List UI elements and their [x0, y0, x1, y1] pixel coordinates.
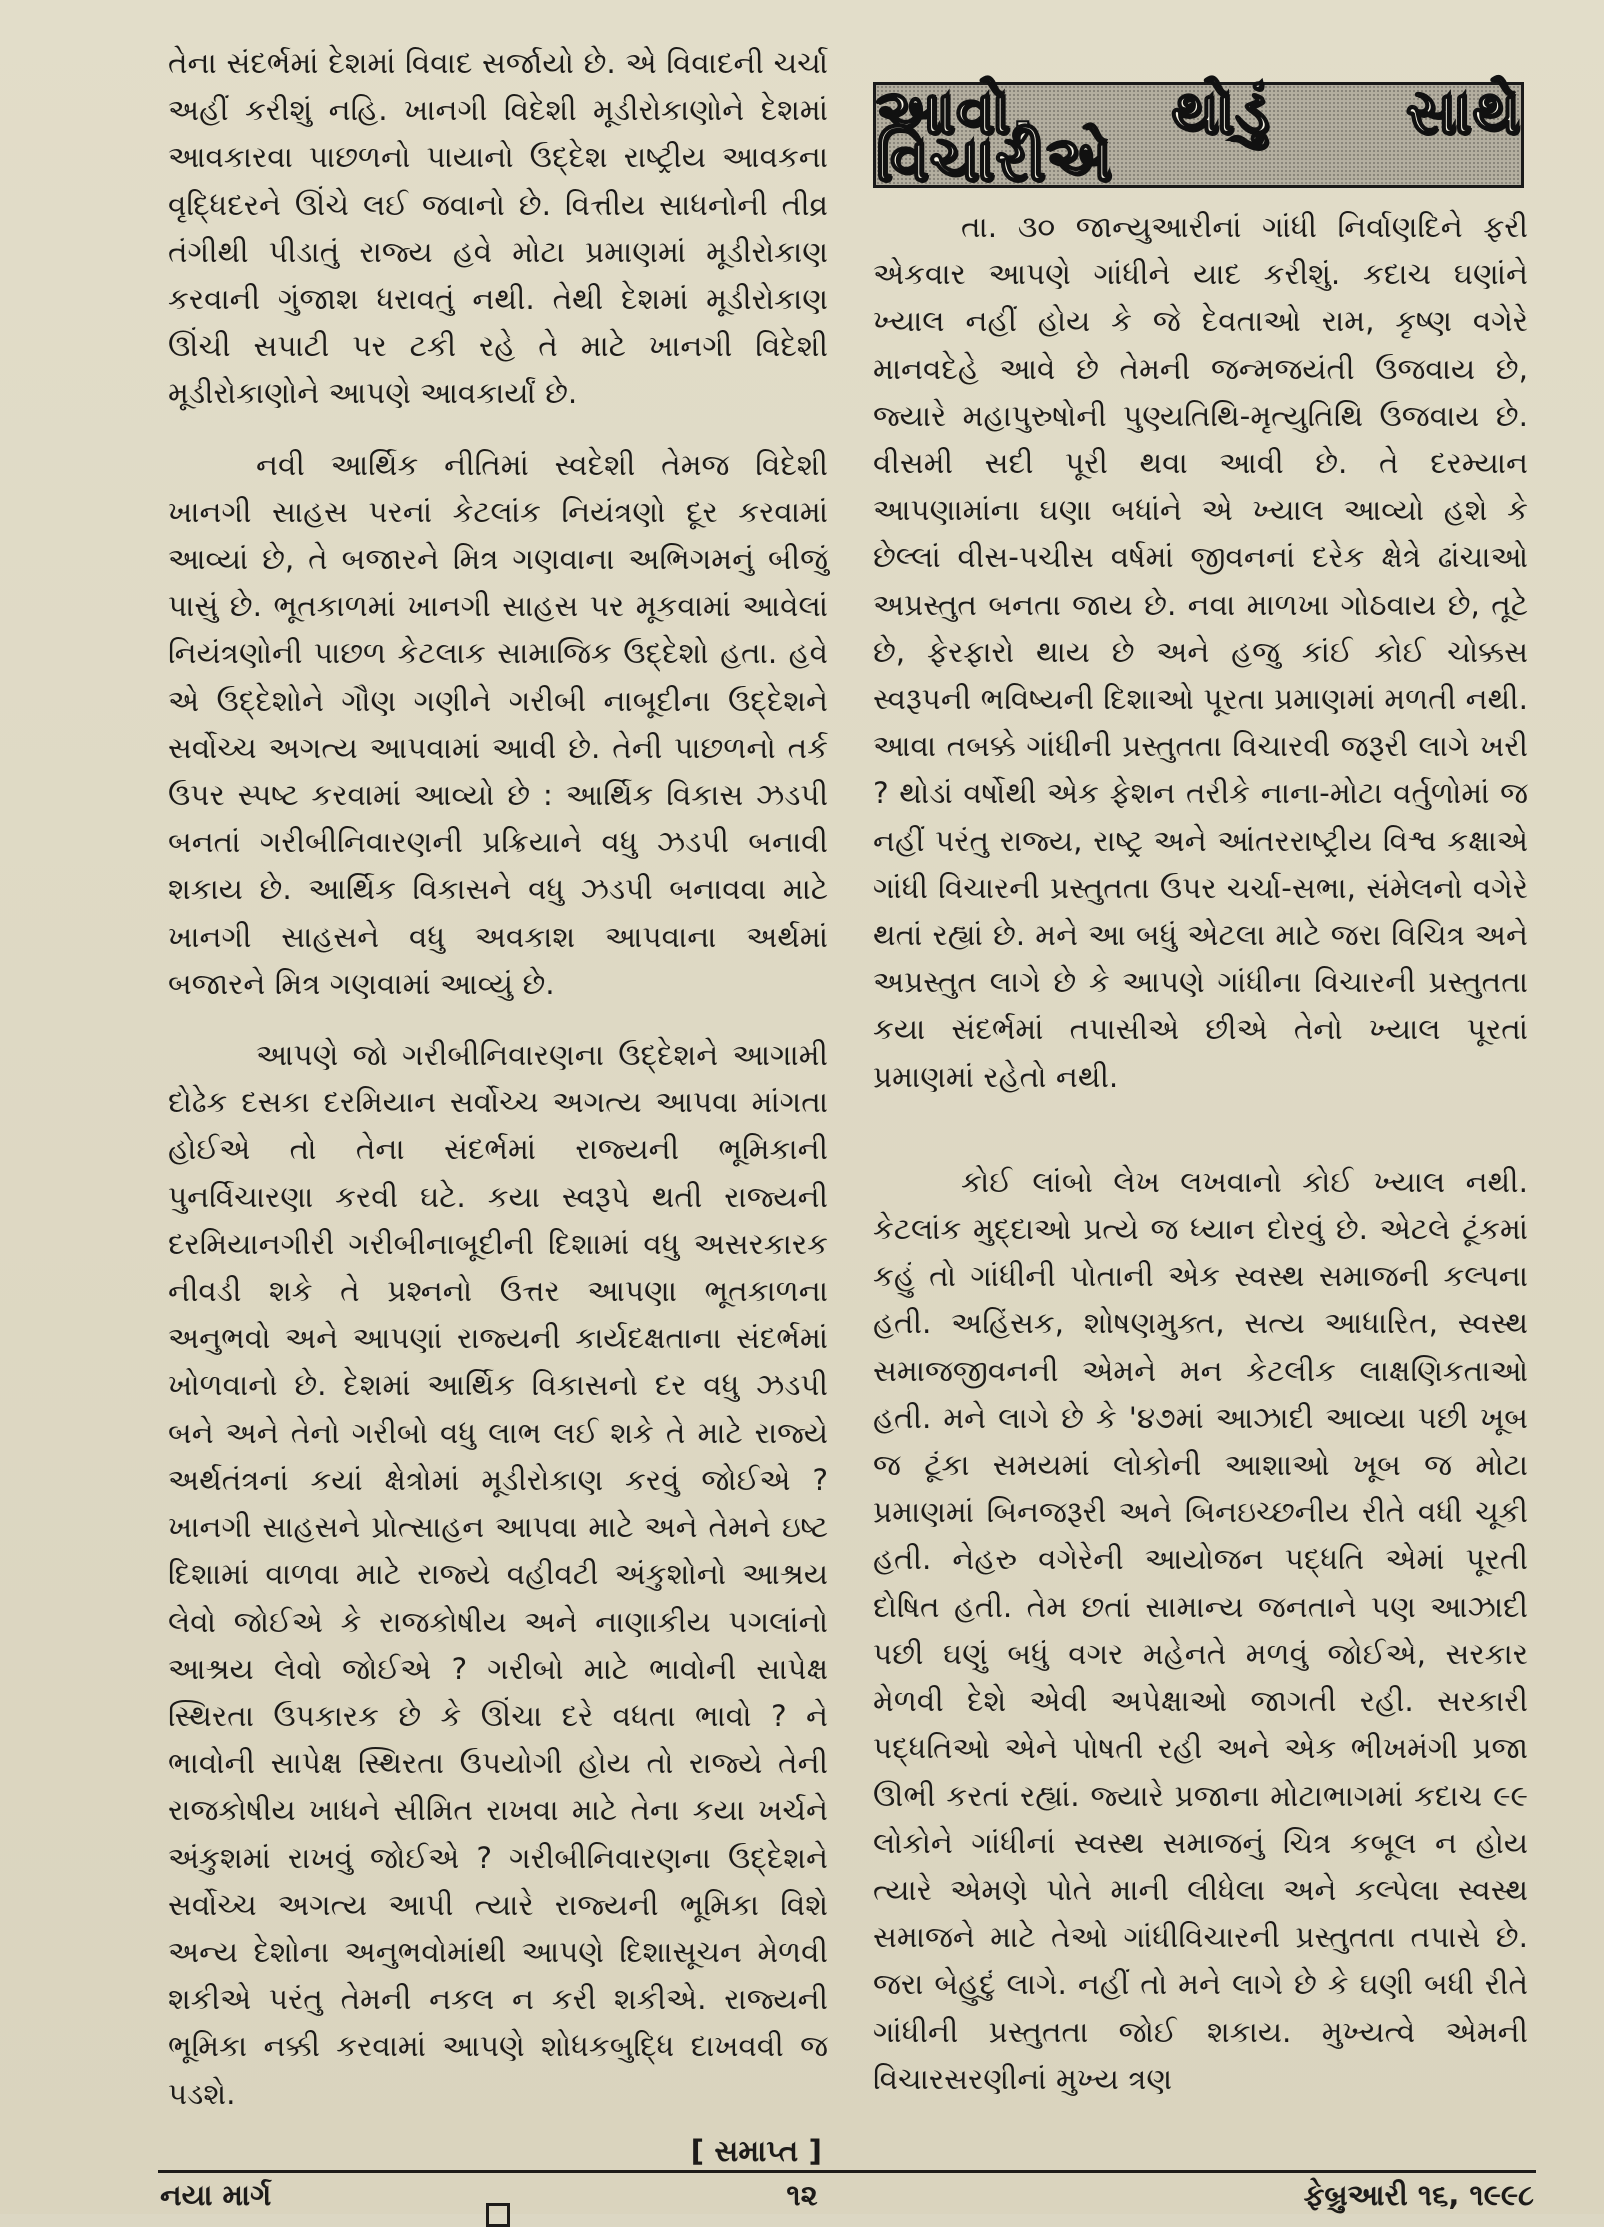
right-column [873, 40, 1528, 2103]
right-paragraph-1: તા. ૩૦ જાન્યુઆરીનાં ગાંધી નિર્વાણદિને ફરી એકવાર આપણે ગાંધીને યાદ કરીશું. કદાચ ઘણાંને ખ્યાલ નહીં હોય કે જે દેવતાઓ રામ, કૃષ્ણ વગેરે માનવદેહે આવે છે તેમની જન્મજયંતી ઉજવાય છે, જ્યારે મહાપુરુષોની પુણ્યતિથિ-મૃત્યુતિથિ ઉજવાય છે. વીસમી સદી પૂરી થવા આવી છે. તે દરમ્યાન આપણામાંના ઘણા બધાંને એ ખ્યાલ આવ્યો હશે કે છેલ્લાં વીસ-પચીસ વર્ષમાં જીવનનાં દરેક ક્ષેત્રે ઢાંચાઓ અપ્રસ્તુત બનતા જાય છે. નવા માળખા ગોઠવાય છે, તૂટે છે, ફેરફારો થાય છે અને હજુ કાંઈ કોઈ ચોક્કસ સ્વરૂપની ભવિષ્યની દિશાઓ પૂરતા પ્રમાણમાં મળતી નથી. આવા તબક્કે ગાંધીની પ્રસ્તુતતા વિચારવી જરૂરી લાગે ખરી ? થોડાં વર્ષોથી એક ફેશન તરીકે નાના-મોટા વર્તુળોમાં જ નહીં પરંતુ રાજ્ય, રાષ્ટ્ર અને આંતરરાષ્ટ્રીય વિશ્વ કક્ષાએ ગાંધી વિચારની પ્રસ્તુતતા ઉપર ચર્ચા-સભા, સંમેલનો વગેરે થતાં રહ્યાં છે. મને આ બધું એટલા માટે જરા વિચિત્ર અને અપ્રસ્તુત લાગે છે કે આપણે ગાંધીના વિચારની પ્રસ્તુતતા કયા સંદર્ભમાં તપાસીએ છીએ તેનો ખ્યાલ પૂરતાં પ્રમાણમાં રહેતો નથી. [873, 210, 1528, 1094]
article-title: આવો, થોડું સાથે વિચારીએ [876, 74, 1521, 195]
right-paragraph-2: કોઈ લાંબો લેખ લખવાનો કોઈ ખ્યાલ નથી. કેટલાંક મુદ્દાઓ પ્રત્યે જ ધ્યાન દોરવું છે. એટલે ટૂંકમાં કહું તો ગાંધીની પોતાની એક સ્વસ્થ સમાજની કલ્પના હતી. અહિંસક, શોષણમુક્ત, સત્ય આધારિત, સ્વસ્થ સમાજજીવનની એમને મન કેટલીક લાક્ષણિકતાઓ હતી. મને લાગે છે કે '૪૭માં આઝાદી આવ્યા પછી ખૂબ જ ટૂંકા સમયમાં લોકોની આશાઓ ખૂબ જ મોટા પ્રમાણમાં બિનજરૂરી અને બિનઇચ્છનીય રીતે વધી ચૂકી હતી. નેહરુ વગેરેની આયોજન પદ્ધતિ એમાં પૂરતી દોષિત હતી. તેમ છતાં સામાન્ય જનતાને પણ આઝાદી પછી ઘણું બધું વગર મહેનતે મળવું જોઈએ, સરકાર મેળવી દેશે એવી અપેક્ષાઓ જાગતી રહી. સરકારી પદ્ધતિઓ એને પોષતી રહી અને એક ભીખમંગી પ્રજા ઊભી કરતાં રહ્યાં. જ્યારે પ્રજાના મોટાભાગમાં કદાચ ૯૯ લોકોને ગાંધીનાં સ્વસ્થ સમાજનું ચિત્ર કબૂલ ન હોય ત્યારે એમણે પોતે માની લીધેલા અને કલ્પેલા સ્વસ્થ સમાજને માટે તેઓ ગાંધીવિચારની પ્રસ્તુતતા તપાસે છે. જરા બેહુદું લાગે. નહીં તો મને લાગે છે કે ઘણી બધી રીતે ગાંધીની પ્રસ્તુતતા જોઈ શકાય. મુખ્યત્વે એમની વિચારસરણીનાં મુખ્ય ત્રણ [873, 1164, 1528, 2096]
left-column [168, 40, 828, 2227]
footer-publication: નયા માર્ગ [160, 2178, 272, 2212]
footer-rule [158, 2170, 1536, 2173]
footer-date: ફેબ્રુઆરી ૧૬, ૧૯૯૮ [1303, 2178, 1534, 2212]
end-mark: [ સમાપ્ત ] [690, 2133, 822, 2168]
left-paragraph-1: તેના સંદર્ભમાં દેશમાં વિવાદ સર્જાયો છે. એ વિવાદની ચર્ચા અહીં કરીશું નહિ. ખાનગી વિદેશી મૂડીરોકાણોને દેશમાં આવકારવા પાછળનો પાયાનો ઉદ્દેશ રાષ્ટ્રીય આવકના વૃદ્ધિદરને ઊંચે લઈ જવાનો છે. વિત્તીય સાધનોની તીવ્ર તંગીથી પીડાતું રાજ્ય હવે મોટા પ્રમાણમાં મૂડીરોકાણ કરવાની ગુંજાશ ધરાવતું નથી. તેથી દેશમાં મૂડીરોકાણ ઊંચી સપાટી પર ટકી રહે તે માટે ખાનગી વિદેશી મૂડીરોકાણોને આપણે આવકાર્યાં છે. [168, 46, 828, 411]
left-paragraph-2: નવી આર્થિક નીતિમાં સ્વદેશી તેમજ વિદેશી ખાનગી સાહસ પરનાં કેટલાંક નિયંત્રણો દૂર કરવામાં આવ્યાં છે, તે બજારને મિત્ર ગણવાના અભિગમનું બીજું પાસું છે. ભૂતકાળમાં ખાનગી સાહસ પર મૂકવામાં આવેલાં નિયંત્રણોની પાછળ કેટલાક સામાજિક ઉદ્દેશો હતા. હવે એ ઉદ્દેશોને ગૌણ ગણીને ગરીબી નાબૂદીના ઉદ્દેશને સર્વોચ્ચ અગત્ય આપવામાં આવી છે. તેની પાછળનો તર્ક ઉપર સ્પષ્ટ કરવામાં આવ્યો છે : આર્થિક વિકાસ ઝડપી બનતાં ગરીબીનિવારણની પ્રક્રિયાને વધુ ઝડપી બનાવી શકાય છે. આર્થિક વિકાસને વધુ ઝડપી બનાવવા માટે ખાનગી સાહસને વધુ અવકાશ આપવાના અર્થમાં બજારને મિત્ર ગણવામાં આવ્યું છે. [168, 447, 828, 1001]
footer-page-number: ૧૨ [786, 2178, 818, 2212]
left-paragraph-3: આપણે જો ગરીબીનિવારણના ઉદ્દેશને આગામી દોઢેક દસકા દરમિયાન સર્વોચ્ચ અગત્ય આપવા માંગતા હોઈએ તો તેના સંદર્ભમાં રાજ્યની ભૂમિકાની પુનર્વિચારણા કરવી ઘટે. કયા સ્વરૂપે થતી રાજ્યની દરમિયાનગીરી ગરીબીનાબૂદીની દિશામાં વધુ અસરકારક નીવડી શકે તે પ્રશ્નનો ઉત્તર આપણા ભૂતકાળના અનુભવો અને આપણાં રાજ્યની કાર્યદક્ષતાના સંદર્ભમાં ખોળવાનો છે. દેશમાં આર્થિક વિકાસનો દર વધુ ઝડપી બને અને તેનો ગરીબો વધુ લાભ લઈ શકે તે માટે રાજ્યે અર્થતંત્રનાં કયાં ક્ષેત્રોમાં મૂડીરોકાણ કરવું જોઈએ ? ખાનગી સાહસને પ્રોત્સાહન આપવા માટે અને તેમને ઇષ્ટ દિશામાં વાળવા માટે રાજ્યે વહીવટી અંકુશોનો આશ્રય લેવો જોઈએ કે રાજકોષીય અને નાણાકીય પગલાંનો આશ્રય લેવો જોઈએ ? ગરીબો માટે ભાવોની સાપેક્ષ સ્થિરતા ઉપકારક છે કે ઊંચા દરે વધતા ભાવો ? ને ભાવોની સાપેક્ષ સ્થિરતા ઉપયોગી હોય તો રાજ્યે તેની રાજકોષીય ખાધને સીમિત રાખવા માટે તેના કયા ખર્ચને અંકુશમાં રાખવું જોઈએ ? ગરીબીનિવારણના ઉદ્દેશને સર્વોચ્ચ અગત્ય આપી ત્યારે રાજ્યની ભૂમિકા વિશે અન્ય દેશોના અનુભવોમાંથી આપણે દિશાસૂચન મેળવી શકીએ પરંતુ તેમની નકલ ન કરી શકીએ. રાજ્યની ભૂમિકા નક્કી કરવામાં આપણે શોધકબુદ્ધિ દાખવવી જ પડશે. [168, 1038, 828, 2111]
article-title-box [873, 74, 1524, 195]
